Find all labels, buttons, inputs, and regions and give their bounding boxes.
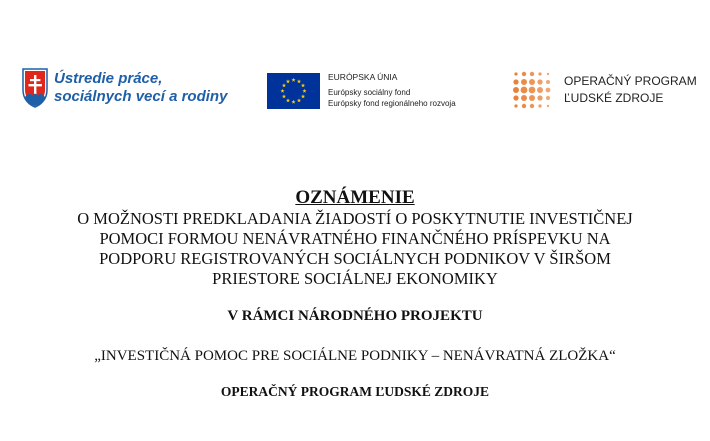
op-dot <box>538 72 541 75</box>
project-name: „INVESTIČNÁ POMOC PRE SOCIÁLNE PODNIKY – NENÁVRATNÁ ZLOŽKA“ <box>94 348 616 364</box>
project-label: V RÁMCI NÁRODNÉHO PROJEKTU <box>227 308 483 324</box>
op-dot <box>546 80 550 84</box>
op-dot <box>521 87 528 94</box>
op-dot <box>529 87 536 94</box>
announcement <box>20 187 690 400</box>
op-name-line2: ĽUDSKÉ ZDROJE <box>564 91 664 105</box>
op-logo <box>512 70 697 110</box>
op-dot <box>538 104 541 107</box>
op-name-line1: OPERAČNÝ PROGRAM <box>564 74 697 88</box>
op-dot <box>521 95 527 101</box>
op-dot <box>547 73 549 75</box>
op-dot <box>522 104 526 108</box>
op-dot <box>530 104 534 108</box>
eu-logo <box>267 72 456 109</box>
op-dot <box>546 96 550 100</box>
subtitle-line: POMOCI FORMOU NENÁVRATNÉHO FINANČNÉHO PRÍSPEVKU NA <box>99 229 611 248</box>
subtitle-line: PRIESTORE SOCIÁLNEJ EKONOMIKY <box>212 269 498 288</box>
upsvr-name-line2: sociálnych vecí a rodiny <box>54 88 228 105</box>
op-dot <box>522 72 526 76</box>
op-dot <box>514 104 517 107</box>
op-dot <box>537 79 542 84</box>
op-dot <box>537 87 543 93</box>
eu-title: EURÓPSKA ÚNIA <box>328 72 398 82</box>
header-logos <box>0 0 710 130</box>
op-dot <box>514 72 517 75</box>
op-dot <box>530 72 534 76</box>
eu-fund-line2: Európsky fond regionálneho rozvoja <box>328 99 456 108</box>
op-dot <box>513 95 518 100</box>
announcement-subtitle <box>20 209 690 289</box>
eu-flag-icon <box>267 73 320 109</box>
op-dots-icon <box>512 70 552 110</box>
op-dot <box>537 95 542 100</box>
op-dot <box>521 79 527 85</box>
op-dot <box>547 105 549 107</box>
subtitle-line: PODPORU REGISTROVANÝCH SOCIÁLNYCH PODNIKOV V ŠIRŠOM <box>99 249 611 268</box>
programme-name: OPERAČNÝ PROGRAM ĽUDSKÉ ZDROJE <box>220 384 490 399</box>
upsvr-name-line1: Ústredie práce, <box>54 70 163 87</box>
upsvr-logo <box>22 68 227 108</box>
subtitle-line: O MOŽNOSTI PREDKLADANIA ŽIADOSTÍ O POSKYTNUTIE INVESTIČNEJ <box>77 209 633 228</box>
announcement-title: OZNÁMENIE <box>295 187 415 208</box>
op-dot <box>529 95 535 101</box>
eu-fund-line1: Európsky sociálny fond <box>328 88 411 97</box>
op-dot <box>529 79 535 85</box>
slovak-coat-of-arms-icon <box>22 68 48 108</box>
op-dot <box>546 88 551 93</box>
op-dot <box>513 79 518 84</box>
op-dot <box>513 87 519 93</box>
